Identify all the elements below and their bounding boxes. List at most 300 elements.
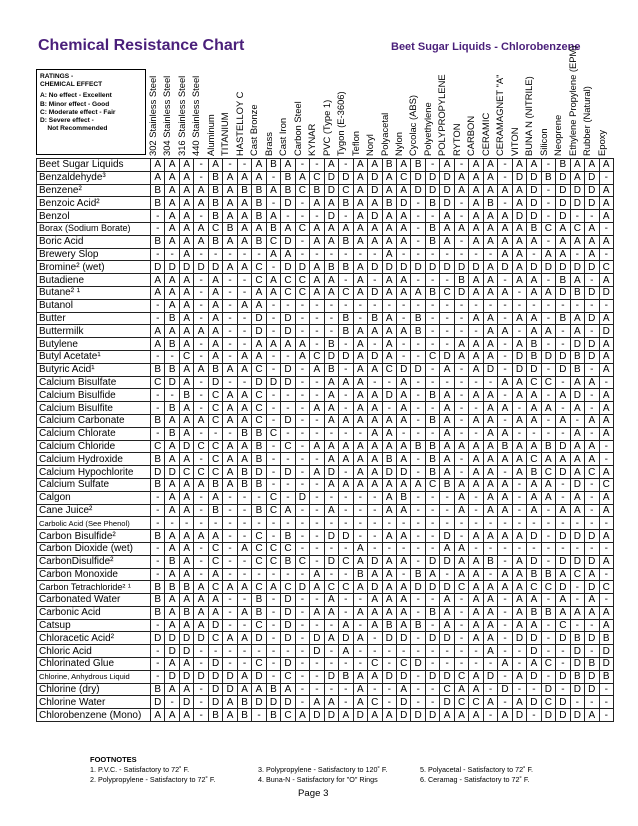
material-header [480, 60, 494, 158]
rating-cell: C [310, 350, 324, 363]
rating-cell: - [266, 261, 280, 274]
chemical-name: Butadiene [37, 274, 151, 287]
rating-cell: B [252, 606, 266, 619]
rating-cell: C [570, 568, 584, 581]
rating-cell: - [454, 632, 468, 645]
rating-cell: - [556, 376, 570, 389]
rating-cell: A [194, 478, 208, 491]
rating-cell: A [469, 632, 483, 645]
rating-cell: A [570, 427, 584, 440]
rating-cell: - [469, 299, 483, 312]
rating-cell: - [454, 530, 468, 543]
rating-cell: - [556, 683, 570, 696]
rating-cell: - [208, 427, 222, 440]
rating-cell: - [310, 376, 324, 389]
rating-cell: A [324, 286, 338, 299]
rating-cell: A [527, 658, 541, 671]
rating-cell: - [281, 453, 295, 466]
footnote: 4. Buna-N - Satisfactory for "O" Rings [258, 775, 378, 784]
rating-cell: - [295, 402, 309, 415]
rating-cell: D [266, 696, 280, 709]
rating-cell: A [570, 159, 584, 172]
rating-cell: A [512, 555, 526, 568]
legend-line: A: No effect - Excellent [40, 92, 112, 100]
rating-cell: B [266, 159, 280, 172]
rating-cell: D [165, 466, 179, 479]
rating-cell: A [382, 286, 396, 299]
legend-line: C: Moderate effect - Fair [40, 108, 116, 116]
rating-cell: A [396, 325, 410, 338]
rating-cell: - [324, 683, 338, 696]
rating-cell: D [556, 286, 570, 299]
rating-cell: - [237, 645, 251, 658]
rating-cell: C [396, 658, 410, 671]
rating-cell: A [469, 184, 483, 197]
rating-cell: A [512, 338, 526, 351]
rating-cell: A [512, 466, 526, 479]
rating-cell: - [353, 619, 367, 632]
rating-cell: - [425, 402, 439, 415]
rating-cell: D [411, 581, 425, 594]
rating-cell: B [252, 184, 266, 197]
rating-cell: B [570, 632, 584, 645]
rating-cell: A [570, 491, 584, 504]
rating-cell: C [541, 581, 555, 594]
material-header [596, 60, 610, 158]
material-header-label: TITANIUM [219, 112, 231, 156]
rating-cell: - [339, 594, 353, 607]
rating-cell: - [194, 389, 208, 402]
rating-cell: - [498, 517, 512, 530]
rating-cell: A [281, 248, 295, 261]
rating-cell: - [295, 504, 309, 517]
rating-cell: D [570, 338, 584, 351]
rating-cell: - [194, 312, 208, 325]
rating-cell: C [599, 261, 613, 274]
rating-cell: A [396, 504, 410, 517]
rating-cell: A [483, 466, 497, 479]
rating-cell: A [512, 670, 526, 683]
rating-cell: A [252, 222, 266, 235]
rating-cell: D [324, 466, 338, 479]
rating-cell: - [194, 427, 208, 440]
rating-cell: - [425, 504, 439, 517]
chemical-name: Chlorinated Glue [37, 658, 151, 671]
material-header-label: Cast Iron [277, 117, 289, 156]
rating-cell: - [454, 517, 468, 530]
rating-cell: D [382, 632, 396, 645]
rating-cell: C [541, 466, 555, 479]
rating-cell: A [469, 581, 483, 594]
rating-cell: - [310, 248, 324, 261]
rating-cell: - [368, 376, 382, 389]
rating-cell: A [368, 606, 382, 619]
rating-cell: D [368, 581, 382, 594]
rating-cell: D [208, 261, 222, 274]
chemical-name: Buttermilk [37, 325, 151, 338]
rating-cell: D [324, 184, 338, 197]
rating-cell: - [411, 338, 425, 351]
rating-cell: A [339, 414, 353, 427]
rating-cell: - [425, 274, 439, 287]
rating-cell: - [295, 414, 309, 427]
rating-cell: A [440, 414, 454, 427]
material-header-label: Cycolac (ABS) [407, 95, 419, 156]
rating-cell: D [570, 261, 584, 274]
rating-cell: B [382, 159, 396, 172]
rating-cell: A [396, 606, 410, 619]
rating-cell: A [353, 286, 367, 299]
rating-cell: A [556, 568, 570, 581]
chemical-name: Benzol [37, 210, 151, 223]
rating-cell: A [324, 606, 338, 619]
rating-cell: A [353, 402, 367, 415]
rating-cell: B [483, 197, 497, 210]
rating-cell: A [165, 235, 179, 248]
rating-cell: A [440, 594, 454, 607]
rating-cell: A [368, 389, 382, 402]
rating-cell: - [208, 645, 222, 658]
rating-cell: A [237, 414, 251, 427]
rating-cell: - [541, 184, 555, 197]
legend-line: B: Minor effect - Good [40, 100, 110, 108]
rating-cell: - [353, 517, 367, 530]
rating-cell: A [440, 210, 454, 223]
chemical-name: Calcium Bisulfate [37, 376, 151, 389]
rating-cell: B [411, 619, 425, 632]
rating-cell: - [223, 658, 237, 671]
rating-cell: B [382, 197, 396, 210]
rating-cell: - [310, 159, 324, 172]
rating-cell: - [411, 274, 425, 287]
rating-cell: - [382, 542, 396, 555]
chemical-name: Carbolic Acid (See Phenol) [37, 517, 151, 530]
rating-cell: - [425, 517, 439, 530]
rating-cell: A [599, 184, 613, 197]
rating-cell: B [151, 184, 165, 197]
rating-cell: - [425, 325, 439, 338]
rating-cell: A [179, 299, 193, 312]
rating-cell: A [483, 389, 497, 402]
rating-cell: D [295, 491, 309, 504]
rating-cell: D [252, 312, 266, 325]
rating-cell: D [599, 286, 613, 299]
rating-cell: C [295, 286, 309, 299]
rating-cell: - [454, 606, 468, 619]
rating-cell: D [440, 632, 454, 645]
rating-cell: - [541, 542, 555, 555]
rating-cell: B [527, 606, 541, 619]
rating-cell: D [570, 555, 584, 568]
rating-cell: B [541, 440, 555, 453]
rating-cell: D [570, 184, 584, 197]
rating-cell: D [556, 581, 570, 594]
rating-cell: - [151, 542, 165, 555]
rating-cell: B [151, 606, 165, 619]
rating-cell: A [368, 159, 382, 172]
rating-cell: - [411, 376, 425, 389]
rating-cell: - [368, 299, 382, 312]
rating-cell: - [281, 645, 295, 658]
rating-cell: A [512, 235, 526, 248]
rating-cell: - [223, 299, 237, 312]
rating-cell: - [599, 568, 613, 581]
rating-cell: - [425, 542, 439, 555]
rating-cell: - [599, 594, 613, 607]
table-row [37, 197, 614, 210]
rating-cell: A [599, 210, 613, 223]
rating-cell: - [411, 696, 425, 709]
rating-cell: - [223, 555, 237, 568]
rating-cell: - [454, 159, 468, 172]
rating-cell: A [353, 261, 367, 274]
rating-cell: D [541, 709, 555, 722]
rating-cell: - [266, 594, 280, 607]
rating-cell: A [165, 542, 179, 555]
rating-cell: - [396, 299, 410, 312]
table-row [37, 389, 614, 402]
rating-cell: A [440, 619, 454, 632]
rating-cell: D [179, 645, 193, 658]
rating-cell: A [237, 171, 251, 184]
rating-cell: A [208, 530, 222, 543]
rating-cell: B [527, 466, 541, 479]
rating-cell: - [151, 402, 165, 415]
rating-cell: B [208, 235, 222, 248]
rating-cell: D [324, 555, 338, 568]
rating-cell: - [396, 517, 410, 530]
rating-cell: D [425, 581, 439, 594]
rating-cell: A [165, 478, 179, 491]
material-header-label: Noryl [364, 134, 376, 156]
rating-cell: - [295, 517, 309, 530]
rating-cell: D [527, 363, 541, 376]
rating-cell: - [483, 658, 497, 671]
chemical-name: Calcium Bisulfide [37, 389, 151, 402]
rating-cell: - [411, 555, 425, 568]
rating-cell: B [556, 274, 570, 287]
rating-cell: A [252, 350, 266, 363]
rating-cell: - [339, 274, 353, 287]
rating-cell: A [179, 414, 193, 427]
material-header-label: Tygon (E-3606) [335, 91, 347, 156]
rating-cell: A [382, 555, 396, 568]
rating-cell: - [382, 645, 396, 658]
rating-cell: A [368, 414, 382, 427]
rating-cell: A [498, 286, 512, 299]
rating-cell: - [223, 427, 237, 440]
rating-cell: A [512, 376, 526, 389]
rating-cell: - [527, 542, 541, 555]
rating-cell: D [179, 696, 193, 709]
rating-cell: A [165, 683, 179, 696]
material-header [436, 60, 450, 158]
rating-cell: - [512, 504, 526, 517]
footnote: 5. Polyacetal - Satisfactory to 72˚ F. [420, 765, 534, 774]
rating-cell: B [151, 235, 165, 248]
rating-cell: - [541, 530, 555, 543]
rating-cell: A [396, 222, 410, 235]
rating-cell: C [252, 402, 266, 415]
rating-cell: A [266, 210, 280, 223]
rating-cell: B [425, 389, 439, 402]
rating-cell: D [541, 350, 555, 363]
rating-cell: A [382, 210, 396, 223]
rating-cell: - [324, 658, 338, 671]
rating-cell: - [194, 159, 208, 172]
rating-cell: - [396, 542, 410, 555]
rating-cell: A [454, 338, 468, 351]
rating-cell: - [599, 542, 613, 555]
rating-cell: D [585, 197, 599, 210]
rating-cell: - [483, 709, 497, 722]
rating-cell: - [151, 427, 165, 440]
rating-cell: C [324, 581, 338, 594]
rating-cell: A [599, 402, 613, 415]
rating-cell: - [324, 619, 338, 632]
rating-cell: B [151, 530, 165, 543]
rating-cell: - [512, 645, 526, 658]
rating-cell: A [512, 594, 526, 607]
rating-cell: C [208, 555, 222, 568]
rating-cell: A [570, 402, 584, 415]
rating-cell: A [498, 568, 512, 581]
rating-cell: A [599, 235, 613, 248]
rating-cell: A [151, 274, 165, 287]
rating-cell: - [295, 210, 309, 223]
rating-cell: C [252, 414, 266, 427]
rating-cell: A [454, 350, 468, 363]
rating-cell: A [165, 619, 179, 632]
rating-cell: - [454, 389, 468, 402]
rating-cell: - [440, 645, 454, 658]
material-header [523, 60, 537, 158]
rating-cell: - [454, 619, 468, 632]
rating-cell: D [483, 363, 497, 376]
rating-cell: - [237, 312, 251, 325]
rating-cell: - [512, 427, 526, 440]
rating-cell: D [469, 261, 483, 274]
rating-cell: - [498, 696, 512, 709]
rating-cell: - [527, 709, 541, 722]
rating-cell: A [223, 478, 237, 491]
rating-cell: - [310, 427, 324, 440]
rating-cell: A [599, 619, 613, 632]
rating-cell: C [151, 376, 165, 389]
rating-cell: C [208, 453, 222, 466]
rating-cell: - [194, 555, 208, 568]
rating-cell: - [266, 350, 280, 363]
rating-cell: B [339, 197, 353, 210]
rating-cell: - [382, 402, 396, 415]
rating-cell: B [165, 312, 179, 325]
rating-cell: B [208, 171, 222, 184]
rating-cell: A [353, 325, 367, 338]
rating-cell: A [599, 491, 613, 504]
chemical-name: Calcium Carbonate [37, 414, 151, 427]
rating-cell: - [585, 645, 599, 658]
rating-cell: - [382, 299, 396, 312]
material-header-label: 316 Stainless Steel [175, 75, 187, 156]
rating-cell: - [556, 542, 570, 555]
rating-cell: D [599, 645, 613, 658]
rating-cell: A [599, 197, 613, 210]
rating-cell: D [440, 197, 454, 210]
rating-cell: - [324, 517, 338, 530]
rating-cell: A [179, 286, 193, 299]
rating-cell: B [527, 350, 541, 363]
rating-cell: A [353, 363, 367, 376]
rating-cell: - [266, 645, 280, 658]
material-header-label: KYNAR [306, 123, 318, 156]
table-row [37, 286, 614, 299]
rating-cell: A [599, 606, 613, 619]
rating-cell: - [353, 594, 367, 607]
rating-cell: A [237, 632, 251, 645]
rating-cell: A [454, 683, 468, 696]
rating-cell: - [266, 517, 280, 530]
rating-cell: - [266, 478, 280, 491]
rating-cell: C [281, 286, 295, 299]
rating-cell: - [281, 491, 295, 504]
rating-cell: - [411, 248, 425, 261]
rating-cell: - [223, 325, 237, 338]
rating-cell: A [194, 184, 208, 197]
rating-cell: - [281, 350, 295, 363]
rating-cell: - [368, 645, 382, 658]
rating-cell: - [382, 376, 396, 389]
rating-cell: A [339, 478, 353, 491]
rating-cell: A [527, 440, 541, 453]
rating-cell: A [266, 248, 280, 261]
rating-cell: A [368, 594, 382, 607]
rating-cell: A [469, 171, 483, 184]
rating-cell: A [353, 453, 367, 466]
rating-cell: - [266, 402, 280, 415]
rating-cell: A [324, 222, 338, 235]
table-row [37, 363, 614, 376]
rating-cell: A [194, 222, 208, 235]
rating-cell: A [556, 504, 570, 517]
rating-cell: - [151, 517, 165, 530]
table-row [37, 453, 614, 466]
rating-cell: - [440, 504, 454, 517]
rating-cell: - [585, 542, 599, 555]
rating-cell: D [281, 594, 295, 607]
rating-cell: A [223, 709, 237, 722]
rating-cell: A [382, 504, 396, 517]
rating-cell: - [469, 376, 483, 389]
rating-cell: C [295, 274, 309, 287]
rating-cell: - [570, 414, 584, 427]
rating-cell: - [570, 248, 584, 261]
table-row [37, 517, 614, 530]
rating-cell: A [454, 478, 468, 491]
rating-cell: - [266, 197, 280, 210]
rating-cell: - [237, 338, 251, 351]
chemical-name: Calcium Sulfate [37, 478, 151, 491]
rating-cell: A [237, 389, 251, 402]
rating-cell: - [237, 376, 251, 389]
rating-cell: - [411, 530, 425, 543]
rating-cell: - [194, 453, 208, 466]
rating-cell: B [252, 210, 266, 223]
material-header [451, 60, 465, 158]
chemical-name: Chlorine (dry) [37, 683, 151, 696]
rating-cell: - [223, 312, 237, 325]
rating-cell: - [411, 594, 425, 607]
rating-cell: - [498, 594, 512, 607]
